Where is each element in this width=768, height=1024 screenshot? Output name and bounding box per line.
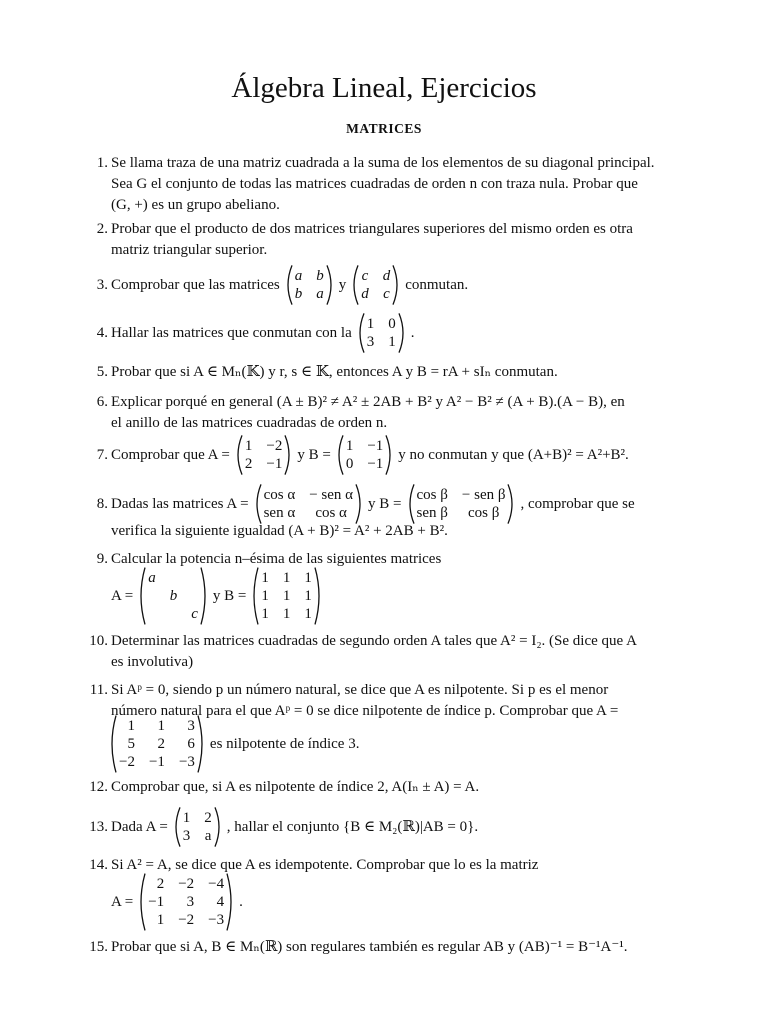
matrix-cell: −2 <box>178 912 195 928</box>
exercise-number: 14. <box>89 857 108 873</box>
matrix-cell: cos β <box>467 505 500 521</box>
matrix-cell: 1 <box>345 438 354 454</box>
matrix-cell: −1 <box>148 754 165 770</box>
exercise-text-line: Si Aᵖ = 0, siendo p un número natural, se dice que A es nilpotente. Si p es el menor <box>111 682 609 698</box>
matrix-cell: 2 <box>157 736 165 752</box>
exercise-text: , comprobar que se <box>520 495 635 512</box>
exercise-number: 13. <box>89 819 108 835</box>
exercise-number: 4. <box>96 325 108 341</box>
page-title: Álgebra Lineal, Ejercicios <box>231 72 537 104</box>
exercise-text-line: Calcular la potencia n–ésima de las siguientes matrices <box>111 551 442 567</box>
matrix-cell: 1 <box>261 606 269 622</box>
exercise-text: y B = <box>297 446 331 463</box>
exercise-text-line: Probar que el producto de dos matrices triangulares superiores del mismo orden es otra <box>111 221 633 237</box>
exercise-text-line: es involutiva) <box>111 654 194 670</box>
matrix-cell: 3 <box>186 894 195 910</box>
exercise-number: 2. <box>96 221 108 237</box>
exercise-text: es nilpotente de índice 3. <box>209 735 360 752</box>
exercise-text: A = <box>111 587 134 604</box>
exercise-text-line: (G, +) es un grupo abeliano. <box>111 197 280 213</box>
matrix-cell: 1 <box>388 334 396 350</box>
matrix <box>406 484 517 524</box>
exercise-number: 15. <box>89 939 108 955</box>
exercise-number: 8. <box>96 496 108 512</box>
matrix-cell: −1 <box>367 438 384 454</box>
matrix-cell: 1 <box>304 606 312 622</box>
exercise-number: 9. <box>96 551 108 567</box>
matrix <box>172 807 223 847</box>
left-paren <box>406 484 415 524</box>
matrix-cell: cos α <box>263 487 296 503</box>
exercise-text: Dadas las matrices A = <box>111 495 249 512</box>
matrix <box>108 715 206 773</box>
exercise-text-line: el anillo de las matrices cuadradas de orden n. <box>111 415 388 431</box>
exercise-text-line: Determinar las matrices cuadradas de segundo orden A tales que A² = I₂. (Se dice que A <box>111 633 637 649</box>
left-paren <box>172 807 181 847</box>
exercise-text-line: Probar que si A ∈ Mₙ(𝕂) y r, s ∈ 𝕂, entonces A y B = rA + sIₙ conmutan. <box>111 364 558 380</box>
matrix-cell: c <box>361 268 369 284</box>
matrix-cell <box>191 569 198 587</box>
right-paren <box>392 265 401 305</box>
matrix-cell: d <box>382 268 391 284</box>
matrix-cell: 1 <box>282 570 291 586</box>
matrix-cell: 3 <box>187 718 195 734</box>
matrix-cell <box>170 569 178 587</box>
matrix-cell: −2 <box>119 754 135 770</box>
exercise-text-line: Probar que si A, B ∈ Mₙ(ℝ) son regulares también es regular AB y (AB)⁻¹ = B⁻¹A⁻¹. <box>111 939 628 955</box>
matrix <box>137 567 209 625</box>
exercise-text-line: número natural para el que Aᵖ = 0 se dice nilpotente de índice p. Comprobar que A = <box>111 703 619 719</box>
matrix-cell: 1 <box>304 570 312 586</box>
exercise-number: 3. <box>96 277 108 293</box>
matrix-cell: a <box>204 828 212 844</box>
exercise-text-line: Explicar porqué en general (A ± B)² ≠ A² ± 2AB + B² y A² − B² ≠ (A + B).(A − B), en <box>111 394 625 410</box>
matrix-cell: 1 <box>182 810 191 826</box>
right-paren <box>226 873 235 931</box>
right-paren <box>398 313 407 353</box>
exercise-text: Comprobar que las matrices <box>111 276 280 293</box>
exercise-number: 5. <box>96 364 108 380</box>
matrix-cell: 3 <box>182 828 191 844</box>
exercise-text: Dada A = <box>111 818 168 835</box>
matrix-cell <box>191 587 198 605</box>
matrix <box>137 873 235 931</box>
matrix-cell: −3 <box>208 912 225 928</box>
matrix-cell: 1 <box>244 438 253 454</box>
matrix <box>253 484 364 524</box>
matrix-cell: b <box>294 286 303 302</box>
matrix-cell: 1 <box>157 718 165 734</box>
section-heading: MATRICES <box>346 121 422 136</box>
matrix-cell: d <box>361 286 369 302</box>
exercise-text-line: matriz triangular superior. <box>111 242 268 258</box>
exercise-number: 10. <box>89 633 108 649</box>
matrix-cell: −1 <box>148 894 165 910</box>
matrix-cell: 0 <box>388 316 396 332</box>
matrix <box>335 435 394 475</box>
exercise-text: . <box>239 893 243 910</box>
left-paren <box>137 873 146 931</box>
exercise-number: 1. <box>96 155 108 171</box>
matrix-cell: 4 <box>216 894 225 910</box>
right-paren <box>200 567 209 625</box>
matrix-cell: 3 <box>366 334 375 350</box>
matrix-cell: −1 <box>266 456 283 472</box>
matrix-cell: sen α <box>263 505 296 521</box>
left-paren <box>284 265 293 305</box>
matrix-cell: c <box>191 606 198 622</box>
matrix-cell: 2 <box>204 810 212 826</box>
exercise-text: y <box>338 276 347 293</box>
exercise-number: 12. <box>89 779 108 795</box>
matrix-cell: a <box>294 268 303 284</box>
exercise-text: conmutan. <box>405 276 469 293</box>
right-paren <box>197 715 206 773</box>
right-paren <box>214 807 223 847</box>
matrix-cell <box>148 587 156 605</box>
exercise-text-line: Si A² = A, se dice que A es idempotente. Comprobar que lo es la matriz <box>111 857 539 873</box>
right-paren <box>326 265 335 305</box>
matrix-cell: − sen β <box>461 487 506 503</box>
matrix <box>350 265 401 305</box>
matrix <box>234 435 293 475</box>
exercise-text-line: Sea G el conjunto de todas las matrices cuadradas de orden n con traza nula. Probar que <box>111 176 638 192</box>
left-paren <box>253 484 262 524</box>
matrix-cell: 1 <box>282 588 291 604</box>
right-paren <box>284 435 293 475</box>
matrix-cell: 1 <box>261 588 269 604</box>
exercise-text-line: Comprobar que, si A es nilpotente de índice 2, A(Iₙ ± A) = A. <box>111 779 480 795</box>
matrix-cell: b <box>316 268 324 284</box>
exercise-number: 11. <box>89 682 108 698</box>
exercise-text: Comprobar que A = <box>111 446 230 463</box>
matrix-cell: sen β <box>416 505 448 521</box>
matrix-cell: cos β <box>416 487 448 503</box>
matrix-cell: − sen α <box>309 487 354 503</box>
matrix-cell: 1 <box>282 606 291 622</box>
exercise-number: 7. <box>96 447 108 463</box>
exercise-text: . <box>410 324 415 341</box>
right-paren <box>385 435 394 475</box>
matrix-cell: a <box>148 570 156 586</box>
matrix-cell: 2 <box>156 876 165 892</box>
matrix-cell: −4 <box>208 876 225 892</box>
matrix-cell: 6 <box>187 736 195 752</box>
matrix-cell: 2 <box>244 456 253 472</box>
matrix-cell: a <box>316 286 324 302</box>
matrix-cell: 1 <box>156 912 165 928</box>
matrix-cell: 1 <box>304 588 312 604</box>
left-paren <box>234 435 243 475</box>
exercise-number: 6. <box>96 394 108 410</box>
exercise-text-line: verifica la siguiente igualdad (A + B)² = A² + 2AB + B². <box>111 523 448 539</box>
matrix-cell: 0 <box>345 456 354 472</box>
matrix-cell: c <box>383 286 390 302</box>
right-paren <box>355 484 364 524</box>
matrix-cell: −2 <box>178 876 195 892</box>
matrix-cell <box>170 605 178 623</box>
matrix-cell: b <box>169 588 178 604</box>
matrix-cell: 1 <box>366 316 375 332</box>
left-paren <box>137 567 146 625</box>
matrix-cell: 1 <box>127 718 135 734</box>
exercise-text: , hallar el conjunto {B ∈ M₂(ℝ)|AB = 0}. <box>226 818 479 835</box>
exercise-text: y no conmutan y que (A+B)² = A²+B². <box>398 446 629 463</box>
exercise-text: y B = <box>368 495 402 512</box>
left-paren <box>356 313 365 353</box>
matrix-cell: cos α <box>315 505 347 521</box>
left-paren <box>108 715 117 773</box>
matrix-cell: 5 <box>127 736 135 752</box>
matrix-cell: −2 <box>266 438 283 454</box>
left-paren <box>250 567 259 625</box>
matrix <box>250 567 323 625</box>
left-paren <box>335 435 344 475</box>
matrix-cell <box>148 605 156 623</box>
exercise-text-line: Se llama traza de una matriz cuadrada a la suma de los elementos de su diagonal principal. <box>111 155 655 171</box>
right-paren <box>314 567 323 625</box>
matrix-cell: −1 <box>367 456 384 472</box>
matrix <box>284 265 335 305</box>
exercise-text: y B = <box>212 587 247 604</box>
exercise-text: Hallar las matrices que conmutan con la <box>111 324 352 341</box>
right-paren <box>507 484 516 524</box>
matrix-cell: 1 <box>261 570 269 586</box>
left-paren <box>350 265 359 305</box>
matrix <box>356 313 407 353</box>
exercise-text: A = <box>111 893 134 910</box>
matrix-cell: −3 <box>178 754 195 770</box>
